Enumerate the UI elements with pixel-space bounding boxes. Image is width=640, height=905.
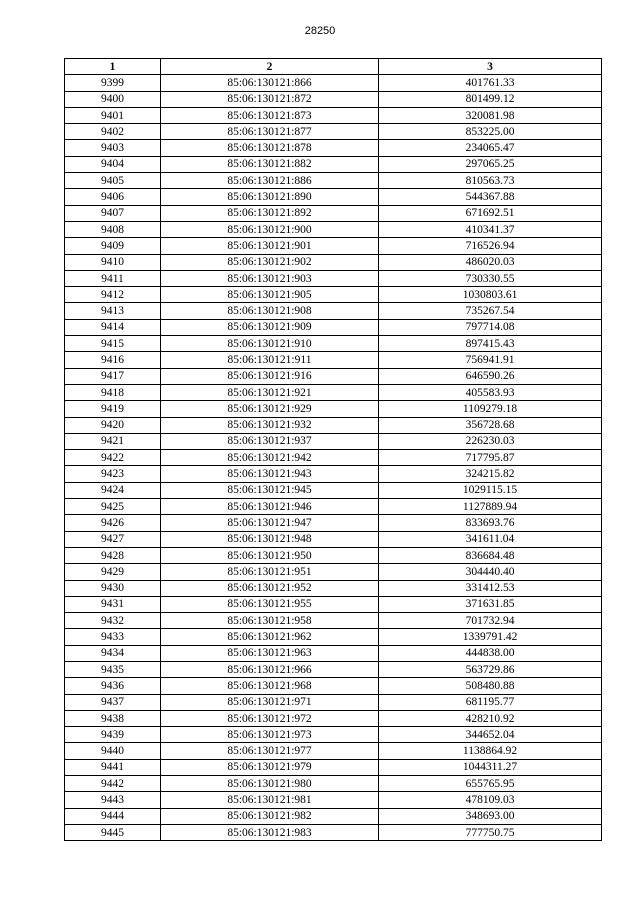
row-number-cell: 9444 bbox=[65, 808, 161, 824]
cadastral-number-cell: 85:06:130121:916 bbox=[161, 368, 379, 384]
row-number-cell: 9439 bbox=[65, 727, 161, 743]
value-cell: 1030803.61 bbox=[379, 287, 602, 303]
cadastral-number-cell: 85:06:130121:890 bbox=[161, 189, 379, 205]
table-row bbox=[65, 450, 602, 466]
row-number-cell: 9400 bbox=[65, 91, 161, 107]
cadastral-number-cell: 85:06:130121:900 bbox=[161, 221, 379, 237]
cadastral-number-cell: 85:06:130121:909 bbox=[161, 319, 379, 335]
row-number-cell: 9424 bbox=[65, 482, 161, 498]
cadastral-number-cell: 85:06:130121:977 bbox=[161, 743, 379, 759]
row-number-cell: 9410 bbox=[65, 254, 161, 270]
table-row bbox=[65, 629, 602, 645]
table-row bbox=[65, 743, 602, 759]
cadastral-number-cell: 85:06:130121:981 bbox=[161, 792, 379, 808]
value-cell: 646590.26 bbox=[379, 368, 602, 384]
value-cell: 671692.51 bbox=[379, 205, 602, 221]
cadastral-number-cell: 85:06:130121:962 bbox=[161, 629, 379, 645]
value-cell: 655765.95 bbox=[379, 776, 602, 792]
value-cell: 304440.40 bbox=[379, 564, 602, 580]
row-number-cell: 9418 bbox=[65, 384, 161, 400]
cadastral-number-cell: 85:06:130121:872 bbox=[161, 91, 379, 107]
table-row bbox=[65, 189, 602, 205]
table-row bbox=[65, 580, 602, 596]
table-row bbox=[65, 547, 602, 563]
row-number-cell: 9408 bbox=[65, 221, 161, 237]
row-number-cell: 9402 bbox=[65, 124, 161, 140]
value-cell: 701732.94 bbox=[379, 613, 602, 629]
row-number-cell: 9441 bbox=[65, 759, 161, 775]
table-row bbox=[65, 140, 602, 156]
table-row bbox=[65, 205, 602, 221]
cadastral-number-cell: 85:06:130121:951 bbox=[161, 564, 379, 580]
cadastral-number-cell: 85:06:130121:921 bbox=[161, 384, 379, 400]
table-row bbox=[65, 759, 602, 775]
table-row bbox=[65, 515, 602, 531]
page-number: 28250 bbox=[304, 25, 336, 37]
row-number-cell: 9399 bbox=[65, 75, 161, 91]
table-header-row bbox=[65, 59, 602, 75]
table-row bbox=[65, 499, 602, 515]
cadastral-number-cell: 85:06:130121:979 bbox=[161, 759, 379, 775]
column-header-3: 3 bbox=[379, 59, 602, 75]
table-row bbox=[65, 384, 602, 400]
value-cell: 735267.54 bbox=[379, 303, 602, 319]
table-row bbox=[65, 287, 602, 303]
table-row bbox=[65, 792, 602, 808]
table-row bbox=[65, 678, 602, 694]
value-cell: 405583.93 bbox=[379, 384, 602, 400]
row-number-cell: 9422 bbox=[65, 450, 161, 466]
row-number-cell: 9401 bbox=[65, 107, 161, 123]
cadastral-number-cell: 85:06:130121:945 bbox=[161, 482, 379, 498]
value-cell: 320081.98 bbox=[379, 107, 602, 123]
cadastral-number-cell: 85:06:130121:971 bbox=[161, 694, 379, 710]
row-number-cell: 9405 bbox=[65, 173, 161, 189]
table-row bbox=[65, 433, 602, 449]
row-number-cell: 9409 bbox=[65, 238, 161, 254]
table-body bbox=[65, 75, 602, 841]
cadastral-number-cell: 85:06:130121:910 bbox=[161, 336, 379, 352]
value-cell: 234065.47 bbox=[379, 140, 602, 156]
value-cell: 401761.33 bbox=[379, 75, 602, 91]
table-row bbox=[65, 710, 602, 726]
table-row bbox=[65, 613, 602, 629]
cadastral-number-cell: 85:06:130121:983 bbox=[161, 824, 379, 840]
value-cell: 897415.43 bbox=[379, 336, 602, 352]
row-number-cell: 9437 bbox=[65, 694, 161, 710]
cadastral-number-cell: 85:06:130121:937 bbox=[161, 433, 379, 449]
cadastral-number-cell: 85:06:130121:942 bbox=[161, 450, 379, 466]
row-number-cell: 9433 bbox=[65, 629, 161, 645]
row-number-cell: 9436 bbox=[65, 678, 161, 694]
table-row bbox=[65, 156, 602, 172]
row-number-cell: 9427 bbox=[65, 531, 161, 547]
row-number-cell: 9445 bbox=[65, 824, 161, 840]
table-row bbox=[65, 107, 602, 123]
value-cell: 324215.82 bbox=[379, 466, 602, 482]
row-number-cell: 9419 bbox=[65, 401, 161, 417]
value-cell: 508480.88 bbox=[379, 678, 602, 694]
cadastral-number-cell: 85:06:130121:968 bbox=[161, 678, 379, 694]
row-number-cell: 9414 bbox=[65, 319, 161, 335]
table-row bbox=[65, 824, 602, 840]
table-row bbox=[65, 531, 602, 547]
table-row bbox=[65, 596, 602, 612]
row-number-cell: 9404 bbox=[65, 156, 161, 172]
table-row bbox=[65, 319, 602, 335]
cadastral-number-cell: 85:06:130121:973 bbox=[161, 727, 379, 743]
value-cell: 344652.04 bbox=[379, 727, 602, 743]
value-cell: 486020.03 bbox=[379, 254, 602, 270]
value-cell: 810563.73 bbox=[379, 173, 602, 189]
row-number-cell: 9416 bbox=[65, 352, 161, 368]
table-row bbox=[65, 124, 602, 140]
table-row bbox=[65, 417, 602, 433]
cadastral-number-cell: 85:06:130121:877 bbox=[161, 124, 379, 140]
row-number-cell: 9425 bbox=[65, 499, 161, 515]
cadastral-number-cell: 85:06:130121:902 bbox=[161, 254, 379, 270]
row-number-cell: 9430 bbox=[65, 580, 161, 596]
table-row bbox=[65, 645, 602, 661]
table-row bbox=[65, 564, 602, 580]
row-number-cell: 9435 bbox=[65, 661, 161, 677]
row-number-cell: 9413 bbox=[65, 303, 161, 319]
value-cell: 777750.75 bbox=[379, 824, 602, 840]
cadastral-number-cell: 85:06:130121:958 bbox=[161, 613, 379, 629]
cadastral-number-cell: 85:06:130121:886 bbox=[161, 173, 379, 189]
table-row bbox=[65, 270, 602, 286]
value-cell: 444838.00 bbox=[379, 645, 602, 661]
value-cell: 331412.53 bbox=[379, 580, 602, 596]
row-number-cell: 9421 bbox=[65, 433, 161, 449]
table-row bbox=[65, 482, 602, 498]
table-row bbox=[65, 368, 602, 384]
column-header-1: 1 bbox=[65, 59, 161, 75]
cadastral-number-cell: 85:06:130121:966 bbox=[161, 661, 379, 677]
value-cell: 833693.76 bbox=[379, 515, 602, 531]
row-number-cell: 9438 bbox=[65, 710, 161, 726]
cadastral-number-cell: 85:06:130121:929 bbox=[161, 401, 379, 417]
table-row bbox=[65, 727, 602, 743]
row-number-cell: 9431 bbox=[65, 596, 161, 612]
table-row bbox=[65, 776, 602, 792]
row-number-cell: 9420 bbox=[65, 417, 161, 433]
value-cell: 801499.12 bbox=[379, 91, 602, 107]
value-cell: 428210.92 bbox=[379, 710, 602, 726]
value-cell: 297065.25 bbox=[379, 156, 602, 172]
table-row bbox=[65, 352, 602, 368]
row-number-cell: 9442 bbox=[65, 776, 161, 792]
row-number-cell: 9426 bbox=[65, 515, 161, 531]
table-row bbox=[65, 75, 602, 91]
cadastral-number-cell: 85:06:130121:946 bbox=[161, 499, 379, 515]
cadastral-number-cell: 85:06:130121:905 bbox=[161, 287, 379, 303]
cadastral-number-cell: 85:06:130121:932 bbox=[161, 417, 379, 433]
value-cell: 1339791.42 bbox=[379, 629, 602, 645]
cadastral-number-cell: 85:06:130121:982 bbox=[161, 808, 379, 824]
row-number-cell: 9443 bbox=[65, 792, 161, 808]
cadastral-number-cell: 85:06:130121:908 bbox=[161, 303, 379, 319]
cadastral-number-cell: 85:06:130121:963 bbox=[161, 645, 379, 661]
value-cell: 356728.68 bbox=[379, 417, 602, 433]
row-number-cell: 9403 bbox=[65, 140, 161, 156]
table-row bbox=[65, 221, 602, 237]
cadastral-number-cell: 85:06:130121:866 bbox=[161, 75, 379, 91]
cadastral-number-cell: 85:06:130121:955 bbox=[161, 596, 379, 612]
table-row bbox=[65, 401, 602, 417]
value-cell: 853225.00 bbox=[379, 124, 602, 140]
value-cell: 1044311.27 bbox=[379, 759, 602, 775]
value-cell: 1029115.15 bbox=[379, 482, 602, 498]
value-cell: 756941.91 bbox=[379, 352, 602, 368]
table-row bbox=[65, 303, 602, 319]
row-number-cell: 9428 bbox=[65, 547, 161, 563]
cadastral-number-cell: 85:06:130121:950 bbox=[161, 547, 379, 563]
row-number-cell: 9407 bbox=[65, 205, 161, 221]
row-number-cell: 9411 bbox=[65, 270, 161, 286]
cadastral-number-cell: 85:06:130121:873 bbox=[161, 107, 379, 123]
value-cell: 730330.55 bbox=[379, 270, 602, 286]
row-number-cell: 9440 bbox=[65, 743, 161, 759]
cadastral-number-cell: 85:06:130121:901 bbox=[161, 238, 379, 254]
cadastral-number-cell: 85:06:130121:943 bbox=[161, 466, 379, 482]
value-cell: 371631.85 bbox=[379, 596, 602, 612]
cadastral-number-cell: 85:06:130121:947 bbox=[161, 515, 379, 531]
table-row bbox=[65, 808, 602, 824]
table-row bbox=[65, 661, 602, 677]
row-number-cell: 9412 bbox=[65, 287, 161, 303]
cadastral-number-cell: 85:06:130121:882 bbox=[161, 156, 379, 172]
table-row bbox=[65, 91, 602, 107]
value-cell: 348693.00 bbox=[379, 808, 602, 824]
row-number-cell: 9429 bbox=[65, 564, 161, 580]
table-row bbox=[65, 466, 602, 482]
value-cell: 1138864.92 bbox=[379, 743, 602, 759]
value-cell: 716526.94 bbox=[379, 238, 602, 254]
value-cell: 1109279.18 bbox=[379, 401, 602, 417]
value-cell: 410341.37 bbox=[379, 221, 602, 237]
cadastral-number-cell: 85:06:130121:903 bbox=[161, 270, 379, 286]
value-cell: 681195.77 bbox=[379, 694, 602, 710]
row-number-cell: 9432 bbox=[65, 613, 161, 629]
value-cell: 341611.04 bbox=[379, 531, 602, 547]
cadastral-number-cell: 85:06:130121:911 bbox=[161, 352, 379, 368]
value-cell: 478109.03 bbox=[379, 792, 602, 808]
cadastral-number-cell: 85:06:130121:948 bbox=[161, 531, 379, 547]
value-cell: 544367.88 bbox=[379, 189, 602, 205]
data-table bbox=[64, 58, 602, 841]
cadastral-number-cell: 85:06:130121:892 bbox=[161, 205, 379, 221]
table-row bbox=[65, 254, 602, 270]
cadastral-number-cell: 85:06:130121:972 bbox=[161, 710, 379, 726]
row-number-cell: 9434 bbox=[65, 645, 161, 661]
row-number-cell: 9417 bbox=[65, 368, 161, 384]
value-cell: 1127889.94 bbox=[379, 499, 602, 515]
row-number-cell: 9415 bbox=[65, 336, 161, 352]
cadastral-number-cell: 85:06:130121:878 bbox=[161, 140, 379, 156]
value-cell: 836684.48 bbox=[379, 547, 602, 563]
table-row bbox=[65, 238, 602, 254]
row-number-cell: 9423 bbox=[65, 466, 161, 482]
value-cell: 717795.87 bbox=[379, 450, 602, 466]
value-cell: 563729.86 bbox=[379, 661, 602, 677]
cadastral-number-cell: 85:06:130121:952 bbox=[161, 580, 379, 596]
table-row bbox=[65, 694, 602, 710]
table-row bbox=[65, 173, 602, 189]
table-row bbox=[65, 336, 602, 352]
value-cell: 226230.03 bbox=[379, 433, 602, 449]
row-number-cell: 9406 bbox=[65, 189, 161, 205]
column-header-2: 2 bbox=[161, 59, 379, 75]
cadastral-number-cell: 85:06:130121:980 bbox=[161, 776, 379, 792]
value-cell: 797714.08 bbox=[379, 319, 602, 335]
